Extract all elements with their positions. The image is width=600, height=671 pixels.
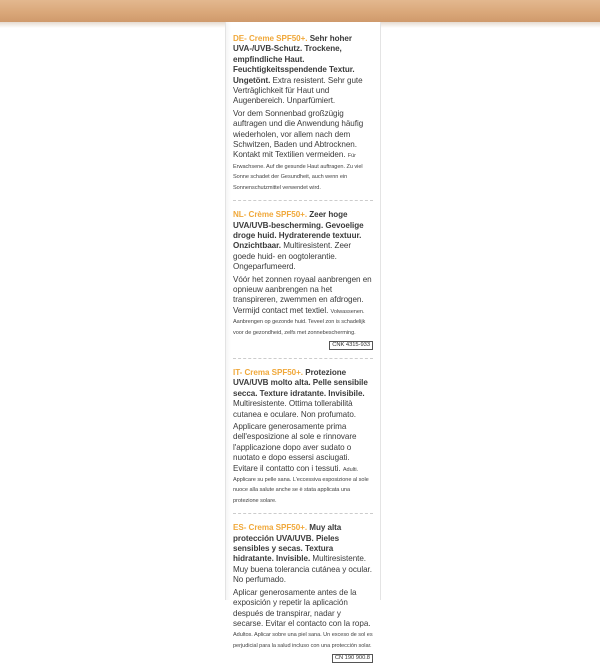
section-de (233, 34, 373, 192)
cnk-code-box: CNK 4315-933 (329, 341, 373, 350)
nl-small-print: Volwassenen. Aanbrengen op gezonde huid. Teveel zon is schadelijk voor de gezondheid, zelfs met zonnebescherming. (233, 308, 366, 336)
es-intro (233, 523, 373, 585)
panel-edge-shade (225, 22, 231, 600)
de-small-print: Für Erwachsene. Auf die gesunde Haut auftragen. Zu viel Sonne schadet der Gesundheit, auch wenn ein Sonnenschutzmittel verwendet wird. (233, 153, 363, 191)
es-code-row (233, 652, 373, 663)
it-lang-label: IT- Crema SPF50+. (233, 367, 304, 377)
it-small-print: Adulti. Applicare su pelle sana. L'eccessiva esposizione al sole nuoce alla salute anche se è stata applicata una protezione solare. (233, 466, 369, 504)
package-text (233, 34, 373, 671)
section-it (233, 368, 373, 505)
cn-code-box: CN 190 900.8 (332, 654, 373, 663)
nl-description: Multiresistent. Zeer goede huid- en oogtolerantie. Ongeparfumeerd. (233, 241, 352, 272)
it-description: Multiresistente. Ottima tollerabilità cutanea e oculare. Non profumato. (233, 399, 356, 419)
nl-headline: Zeer hoge UVA/UVB-bescherming. Gevoelige droge huid. Hydraterende textuur. Onzichtbaar. (233, 210, 364, 251)
it-intro (233, 368, 373, 420)
es-lang-label: ES- Crema SPF50+. (233, 523, 308, 533)
nl-usage-paragraph (233, 275, 373, 337)
section-nl (233, 210, 373, 350)
de-lang-label: DE- Creme SPF50+. (233, 34, 308, 43)
es-description: Multiresistente. Muy buena tolerancia cutánea y ocular. No perfumado. (233, 554, 372, 585)
de-usage-paragraph (233, 109, 373, 192)
section-es (233, 523, 373, 663)
it-usage: Applicare generosamente prima dell'esposizione al sole e rinnovare l'applicazione dopo aver sudato o nuotato e dopo essersi asciugati. Evitare il contatto con i tessuti. (233, 422, 357, 473)
nl-usage: Vóór het zonnen royaal aanbrengen en opnieuw aanbrengen na het transpireren, zwemmen en afdrogen. Vermijd contact met textiel. (233, 274, 372, 315)
es-small-print: Adultos. Aplicar sobre una piel sana. Un exceso de sol es perjudicial para la salud incluso con una protección solar. (233, 632, 373, 649)
section-divider (233, 513, 373, 515)
de-usage: Vor dem Sonnenbad großzügig auftragen und die Anwendung häufig wiederholen, vor allem nach dem Schwitzen, Baden und Abtrocknen. Kontakt mit Textilien vermeiden. (233, 108, 364, 160)
es-headline: Muy alta protección UVA/UVB. Pieles sensibles y secas. Textura hidratante. Invisible. (233, 523, 342, 564)
nl-code-row (233, 339, 373, 350)
section-divider (233, 200, 373, 202)
de-description: Extra resistent. Sehr gute Verträglichkeit für Haut und Augenbereich. Unparfümiert. (233, 75, 363, 106)
it-usage-paragraph (233, 422, 373, 505)
es-usage-paragraph (233, 588, 373, 650)
package-top-cap (0, 0, 600, 22)
it-headline: Protezione UVA/UVB molto alta. Pelle sensibile secca. Texture idratante. Invisibile. (233, 367, 368, 398)
es-usage: Aplicar generosamente antes de la exposición y repetir la aplicación después de transpirar, nadar y secarse. Evitar el contacto con la ropa. (233, 587, 371, 628)
de-intro (233, 34, 373, 107)
section-divider (233, 358, 373, 360)
nl-lang-label: NL- Crème SPF50+. (233, 210, 308, 220)
nl-intro (233, 210, 373, 272)
de-headline: Sehr hoher UVA-/UVB-Schutz. Trockene, empfindliche Haut. Feuchtigkeitsspendende Textur. Ungetönt. (233, 34, 355, 85)
